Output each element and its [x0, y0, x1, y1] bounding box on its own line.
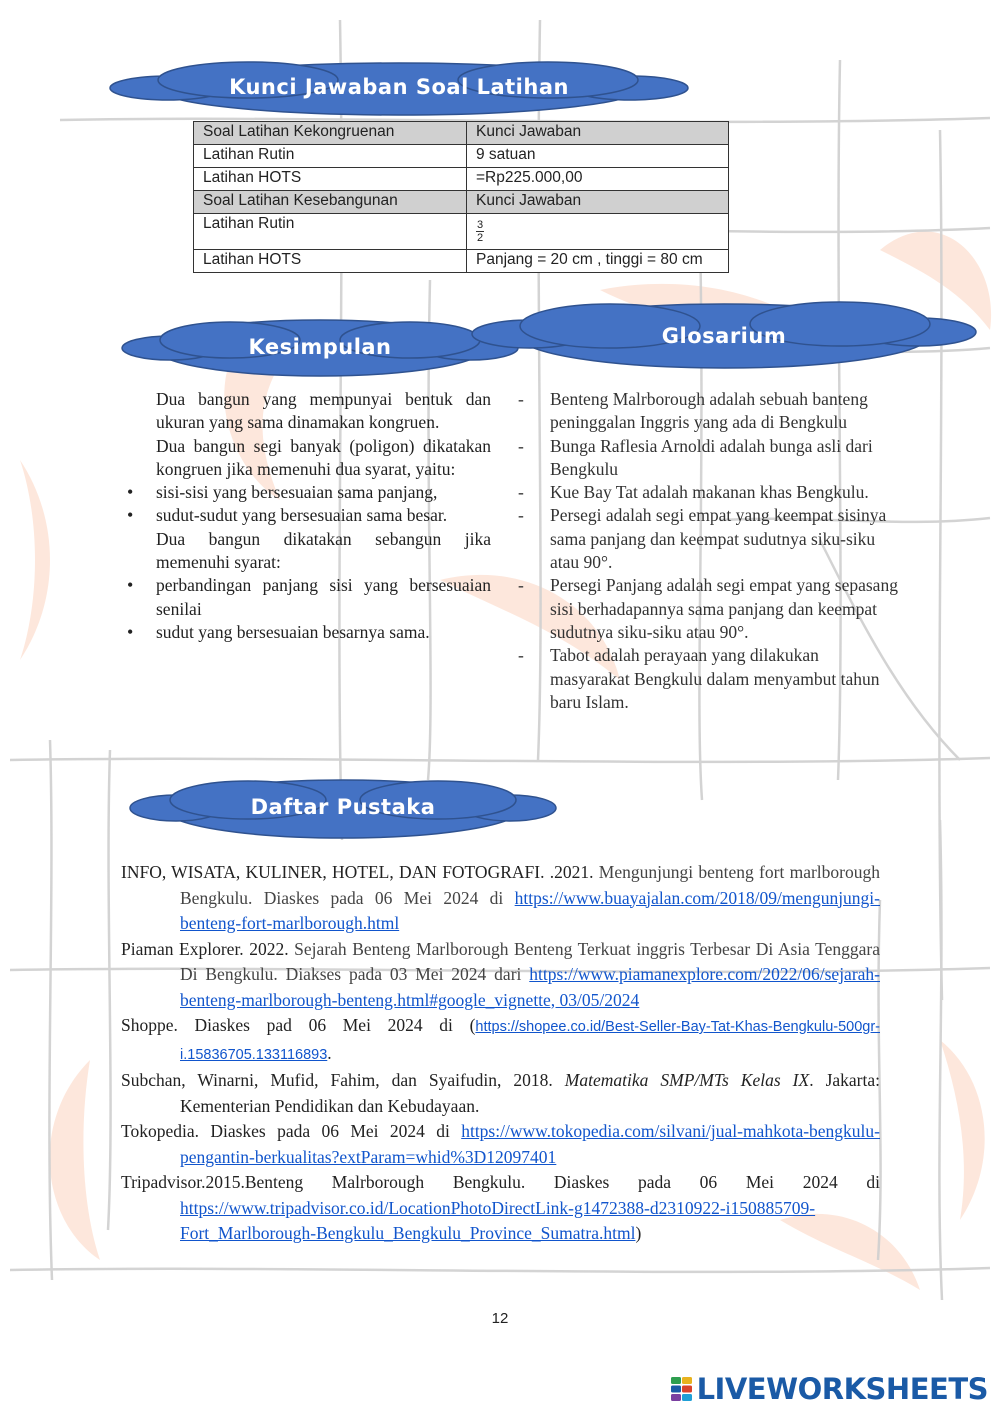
reference-item	[121, 860, 880, 937]
table-row	[194, 214, 729, 250]
reference-text: .	[327, 1042, 332, 1063]
daftar-pustaka-title: Daftar Pustaka	[250, 795, 436, 819]
reference-item	[121, 1119, 880, 1170]
answer-key-title: Kunci Jawaban Soal Latihan	[229, 75, 569, 99]
fraction	[476, 219, 484, 244]
list-item: - Persegi Panjang adalah segi empat yang sepasang sisi berhadapannya sama panjang dan keempat sudutnya siku-siku atau 90°.	[515, 574, 900, 644]
table-cell: Panjang = 20 cm , tinggi = 80 cm	[467, 250, 729, 273]
glosarium-list	[515, 388, 900, 714]
reference-link[interactable]: https://www.tokopedia.com/silvani/jual-mahkota-bengkulu-pengantin-berkualitas?extParam=whid%3D12097401	[180, 1121, 880, 1167]
reference-book-title: Matematika SMP/MTs Kelas IX	[564, 1070, 810, 1090]
table-cell: Latihan HOTS	[194, 168, 467, 191]
glosarium-banner	[470, 298, 978, 372]
table-cell: Kunci Jawaban	[467, 191, 729, 214]
reference-text: Shoppe. Diaskes pad 06 Mei 2024 di (	[121, 1015, 476, 1035]
reference-text: )	[635, 1223, 642, 1243]
kesimpulan-content	[123, 388, 491, 644]
table-cell: Kunci Jawaban	[467, 122, 729, 145]
brand-logo[interactable]	[671, 1372, 988, 1406]
kesimpulan-banner	[120, 316, 520, 380]
reference-text: . Jakarta: Kementerian Pendidikan dan Kebudayaan.	[180, 1070, 880, 1116]
table-row	[194, 145, 729, 168]
list-item: - Persegi adalah segi empat yang keempat sisinya sama panjang dan keempat sudutnya siku-siku atau 90°.	[515, 504, 900, 574]
table-row	[194, 191, 729, 214]
table-cell: =Rp225.000,00	[467, 168, 729, 191]
list-item: • sisi-sisi yang bersesuaian sama panjang,	[123, 481, 491, 504]
reference-item	[121, 1068, 880, 1119]
reference-link[interactable]: https://www.buayajalan.com/2018/09/mengunjungi-benteng-fort-marlborough.html	[180, 887, 880, 933]
kesimpulan-title: Kesimpulan	[248, 335, 392, 359]
list-item: - Tabot adalah perayaan yang dilakukan masyarakat Bengkulu dalam menyambut tahun baru Islam.	[515, 644, 900, 714]
glosarium-title: Glosarium	[661, 324, 787, 348]
list-item: - Benteng Malrborough adalah sebuah banteng peninggalan Inggris yang ada di Bengkulu	[515, 388, 900, 435]
reference-text: Tripadvisor.2015.Benteng Malrborough Bengkulu. Diaskes pada 06 Mei 2024 di	[121, 1172, 880, 1192]
brand-name: LIVEWORKSHEETS	[696, 1372, 988, 1406]
table-cell: Latihan Rutin	[194, 145, 467, 168]
reference-link[interactable]: https://www.piamanexplore.com/2022/06/sejarah-benteng-marlborough-benteng.html#google_vignette, 03/05/2024	[180, 964, 880, 1010]
table-cell: Soal Latihan Kekongruenan	[194, 122, 467, 145]
table-cell: Soal Latihan Kesebangunan	[194, 191, 467, 214]
table-row	[194, 168, 729, 191]
reference-item	[121, 1013, 880, 1068]
reference-text: Tokopedia. Diaskes pada 06 Mei 2024 di	[121, 1121, 462, 1141]
list-item: • sudut yang bersesuaian besarnya sama.	[123, 621, 491, 644]
list-item: - Bunga Raflesia Arnoldi adalah bunga asli dari Bengkulu	[515, 435, 900, 482]
table-cell	[467, 214, 729, 250]
table-cell: Latihan Rutin	[194, 214, 467, 250]
daftar-pustaka-banner	[128, 776, 558, 842]
answer-key-table	[193, 121, 729, 273]
reference-author: Piaman Explorer. 2022.	[121, 938, 289, 959]
reference-item	[121, 937, 880, 1014]
table-row	[194, 250, 729, 273]
reference-list	[121, 860, 880, 1247]
page-number: 12	[491, 1310, 509, 1327]
list-item: • sudut-sudut yang bersesuaian sama besar.	[123, 504, 491, 527]
reference-text: Mengunjungi benteng fort marlborough Bengkulu. Diaskes pada 06 Mei 2024 di	[180, 862, 880, 908]
liveworksheets-logo-icon	[671, 1377, 693, 1401]
reference-link[interactable]: https://www.tripadvisor.co.id/LocationPhotoDirectLink-g1472388-d2310922-i150885709-Fort_Marlborough-Bengkulu_Bengkulu_Province_Sumatra.html	[180, 1197, 816, 1243]
list-item: - Kue Bay Tat adalah makanan khas Bengkulu.	[515, 481, 900, 504]
reference-item	[121, 1170, 880, 1247]
kesimpulan-paragraph: Dua bangun yang mempunyai bentuk dan ukuran yang sama dinamakan kongruen.	[156, 389, 491, 433]
fraction-denominator: 2	[477, 232, 484, 244]
reference-text: Subchan, Winarni, Mufid, Fahim, dan Syaifudin, 2018.	[121, 1070, 565, 1090]
table-cell: 9 satuan	[467, 145, 729, 168]
glosarium-content	[515, 388, 900, 714]
answer-key-banner	[108, 58, 690, 120]
kesimpulan-list	[123, 481, 491, 528]
reference-text: Sejarah Benteng Marlborough Benteng Terkuat inggris Terbesar Di Asia Tenggara Di Bengkulu. Diakses pada 03 Mei 2024 dari	[180, 938, 880, 984]
kesimpulan-list	[123, 574, 491, 644]
reference-author: INFO, WISATA, KULINER, HOTEL, DAN FOTOGRAFI. .2021.	[121, 862, 594, 882]
reference-link[interactable]: https://shopee.co.id/Best-Seller-Bay-Tat-Khas-Bengkulu-500gr-i.15836705.133116893	[180, 1019, 880, 1063]
kesimpulan-paragraph: Dua bangun segi banyak (poligon) dikatakan kongruen jika memenuhi dua syarat, yaitu:	[156, 435, 491, 479]
kesimpulan-paragraph: Dua bangun dikatakan sebangun jika memenuhi syarat:	[156, 528, 491, 573]
table-row	[194, 122, 729, 145]
list-item: • perbandingan panjang sisi yang bersesuaian senilai	[123, 574, 491, 621]
fraction-numerator: 3	[477, 219, 484, 231]
table-cell: Latihan HOTS	[194, 250, 467, 273]
